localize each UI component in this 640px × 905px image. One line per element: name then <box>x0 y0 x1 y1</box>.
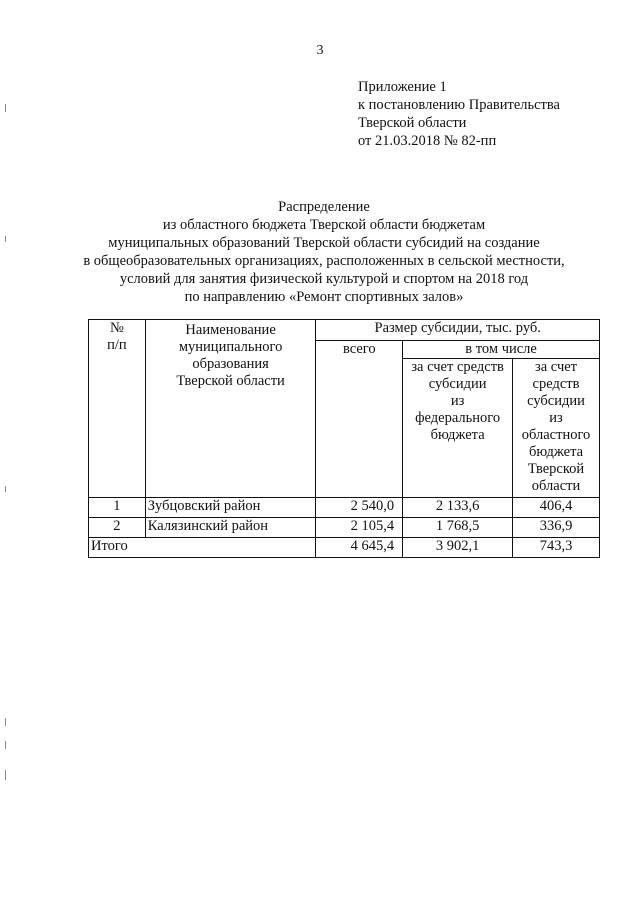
header-text: субсидии <box>527 393 585 409</box>
total-label: Итого <box>89 538 316 558</box>
title-line: муниципальных образований Тверской области субсидий на создание <box>108 235 540 251</box>
header-text: Тверской <box>527 461 585 477</box>
row-regional: 336,9 <box>513 518 600 538</box>
header-num <box>89 320 146 498</box>
title-line: из областного бюджета Тверской области бюджетам <box>162 217 486 233</box>
table-header-row <box>89 320 600 341</box>
total-federal: 3 902,1 <box>403 538 513 558</box>
header-text: Тверской области <box>176 373 285 389</box>
header-including: в том числе <box>403 341 600 359</box>
header-size: Размер субсидии, тыс. руб. <box>316 320 600 341</box>
header-text: образования <box>192 356 269 372</box>
subsidy-table <box>88 319 600 558</box>
total-sum: 4 645,4 <box>316 538 403 558</box>
appendix-line: Тверской области <box>358 115 467 131</box>
header-text: из <box>549 410 563 426</box>
header-text: из <box>450 393 465 409</box>
header-text: федерального <box>415 410 501 426</box>
scan-mark <box>5 104 6 112</box>
row-federal: 2 133,6 <box>403 498 513 518</box>
header-regional <box>513 359 600 498</box>
document-title <box>60 198 588 306</box>
header-name <box>145 320 316 498</box>
header-text: Наименование <box>185 322 276 338</box>
header-text: субсидии <box>428 376 487 392</box>
header-text: за счет <box>535 359 578 375</box>
title-line: по направлению «Ремонт спортивных залов» <box>184 289 464 305</box>
title-line: условий для занятия физической культурой и спортом на 2018 год <box>119 271 529 287</box>
header-text: области <box>531 478 581 494</box>
table-total-row <box>89 538 600 558</box>
appendix-line: к постановлению Правительства <box>358 97 560 113</box>
row-num: 1 <box>89 498 146 518</box>
row-regional: 406,4 <box>513 498 600 518</box>
table-row <box>89 498 600 518</box>
row-total: 2 540,0 <box>316 498 403 518</box>
scan-mark <box>5 741 6 749</box>
header-text: бюджета <box>430 427 485 443</box>
total-regional: 743,3 <box>513 538 600 558</box>
header-total: всего <box>316 341 403 498</box>
header-text: областного <box>521 427 591 443</box>
header-text: № <box>109 320 124 336</box>
row-name: Зубцовский район <box>145 498 316 518</box>
header-text: бюджета <box>528 444 584 460</box>
scan-mark <box>5 486 6 492</box>
header-text: п/п <box>107 337 127 353</box>
header-text: за счет средств <box>411 359 504 375</box>
title-line: Распределение <box>278 199 370 215</box>
scan-mark <box>5 718 6 726</box>
row-num: 2 <box>89 518 146 538</box>
appendix-block <box>358 78 560 150</box>
appendix-line: от 21.03.2018 № 82-пп <box>358 133 497 149</box>
row-federal: 1 768,5 <box>403 518 513 538</box>
appendix-line: Приложение 1 <box>358 79 447 95</box>
scan-mark <box>5 770 6 780</box>
table-row <box>89 518 600 538</box>
title-line: в общеобразовательных организациях, расположенных в сельской местности, <box>83 253 565 269</box>
header-text: средств <box>532 376 580 392</box>
scan-mark <box>5 236 6 242</box>
row-total: 2 105,4 <box>316 518 403 538</box>
header-text: муниципального <box>178 339 283 355</box>
row-name: Калязинский район <box>145 518 316 538</box>
header-federal <box>403 359 513 498</box>
page-number: 3 <box>316 43 324 58</box>
